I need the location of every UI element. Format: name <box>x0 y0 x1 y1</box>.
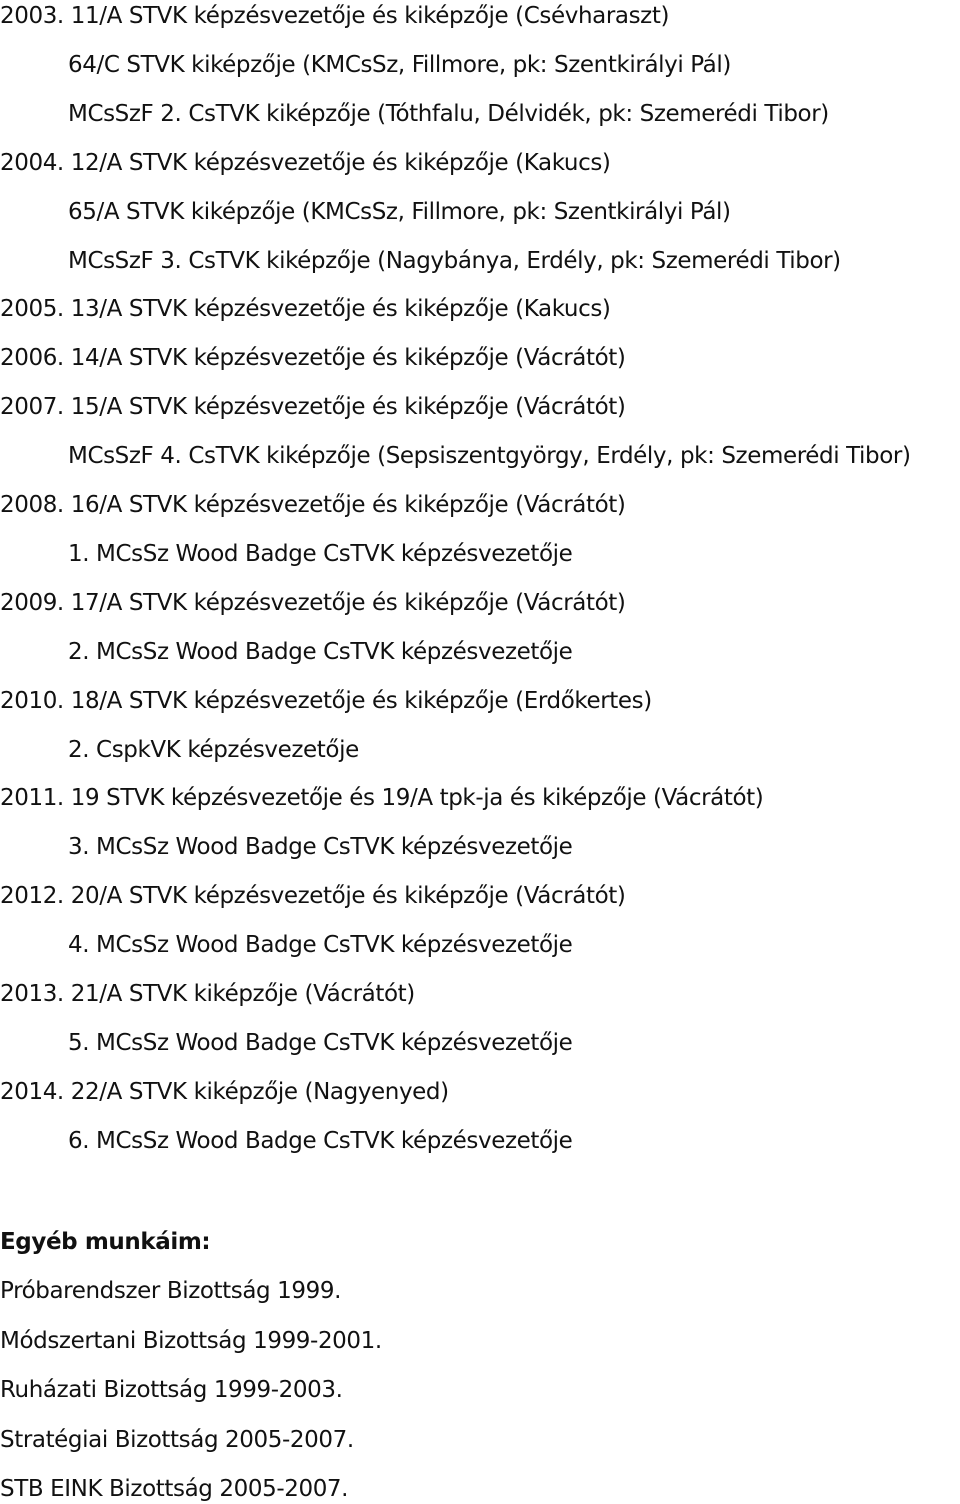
training-entry-sub: 65/A STVK kiképzője (KMCsSz, Fillmore, pk: Szentkirályi Pál) <box>68 198 731 225</box>
training-entry-year: 2008. 16/A STVK képzésvezetője és kiképzője (Vácrátót) <box>0 492 626 518</box>
training-entry-year: 2007. 15/A STVK képzésvezetője és kiképzője (Vácrátót) <box>0 394 626 421</box>
training-entry-sub: 4. MCsSz Wood Badge CsTVK képzésvezetője <box>68 932 573 959</box>
training-entry-year: 2006. 14/A STVK képzésvezetője és kiképzője (Vácrátót) <box>0 345 626 372</box>
training-entry-year: 2014. 22/A STVK kiképzője (Nagyenyed) <box>0 1078 449 1105</box>
training-entry-sub: MCsSzF 2. CsTVK kiképzője (Tóthfalu, Délvidék, pk: Szemerédi Tibor) <box>68 100 829 127</box>
training-entry-sub: 5. MCsSz Wood Badge CsTVK képzésvezetője <box>68 1029 573 1056</box>
training-entry-sub: MCsSzF 3. CsTVK kiképzője (Nagybánya, Erdély, pk: Szemerédi Tibor) <box>68 247 841 274</box>
training-entry-sub: 2. MCsSz Wood Badge CsTVK képzésvezetője <box>68 638 573 665</box>
other-work-item: Módszertani Bizottság 1999-2001. <box>0 1327 382 1354</box>
training-entry-sub: 1. MCsSz Wood Badge CsTVK képzésvezetője <box>68 540 573 567</box>
training-entry-year: 2013. 21/A STVK kiképzője (Vácrátót) <box>0 981 415 1007</box>
other-work-item: STB EINK Bizottság 2005-2007. <box>0 1476 349 1502</box>
training-entry-sub: MCsSzF 4. CsTVK kiképzője (Sepsiszentgyörgy, Erdély, pk: Szemerédi Tibor) <box>68 443 911 470</box>
training-entry-sub: 64/C STVK kiképzője (KMCsSz, Fillmore, pk: Szentkirályi Pál) <box>68 51 731 78</box>
training-entry-year: 2009. 17/A STVK képzésvezetője és kiképzője (Vácrátót) <box>0 589 626 616</box>
training-entry-year: 2010. 18/A STVK képzésvezetője és kiképzője (Erdőkertes) <box>0 687 652 714</box>
other-work-heading: Egyéb munkáim: <box>0 1229 211 1255</box>
training-entry-sub: 2. CspkVK képzésvezetője <box>68 736 359 763</box>
training-entry-year: 2003. 11/A STVK képzésvezetője és kiképzője (Csévharaszt) <box>0 3 670 29</box>
training-entry-sub: 3. MCsSz Wood Badge CsTVK képzésvezetője <box>68 834 573 861</box>
training-entry-sub: 6. MCsSz Wood Badge CsTVK képzésvezetője <box>68 1127 573 1154</box>
other-work-item: Stratégiai Bizottság 2005-2007. <box>0 1426 354 1453</box>
training-entry-year: 2004. 12/A STVK képzésvezetője és kiképzője (Kakucs) <box>0 149 611 176</box>
training-entry-year: 2012. 20/A STVK képzésvezetője és kiképzője (Vácrátót) <box>0 883 626 910</box>
training-entry-year: 2005. 13/A STVK képzésvezetője és kiképzője (Kakucs) <box>0 296 611 323</box>
training-entry-year: 2011. 19 STVK képzésvezetője és 19/A tpk-ja és kiképzője (Vácrátót) <box>0 785 764 812</box>
other-work-item: Ruházati Bizottság 1999-2003. <box>0 1377 343 1403</box>
other-work-item: Próbarendszer Bizottság 1999. <box>0 1278 342 1304</box>
